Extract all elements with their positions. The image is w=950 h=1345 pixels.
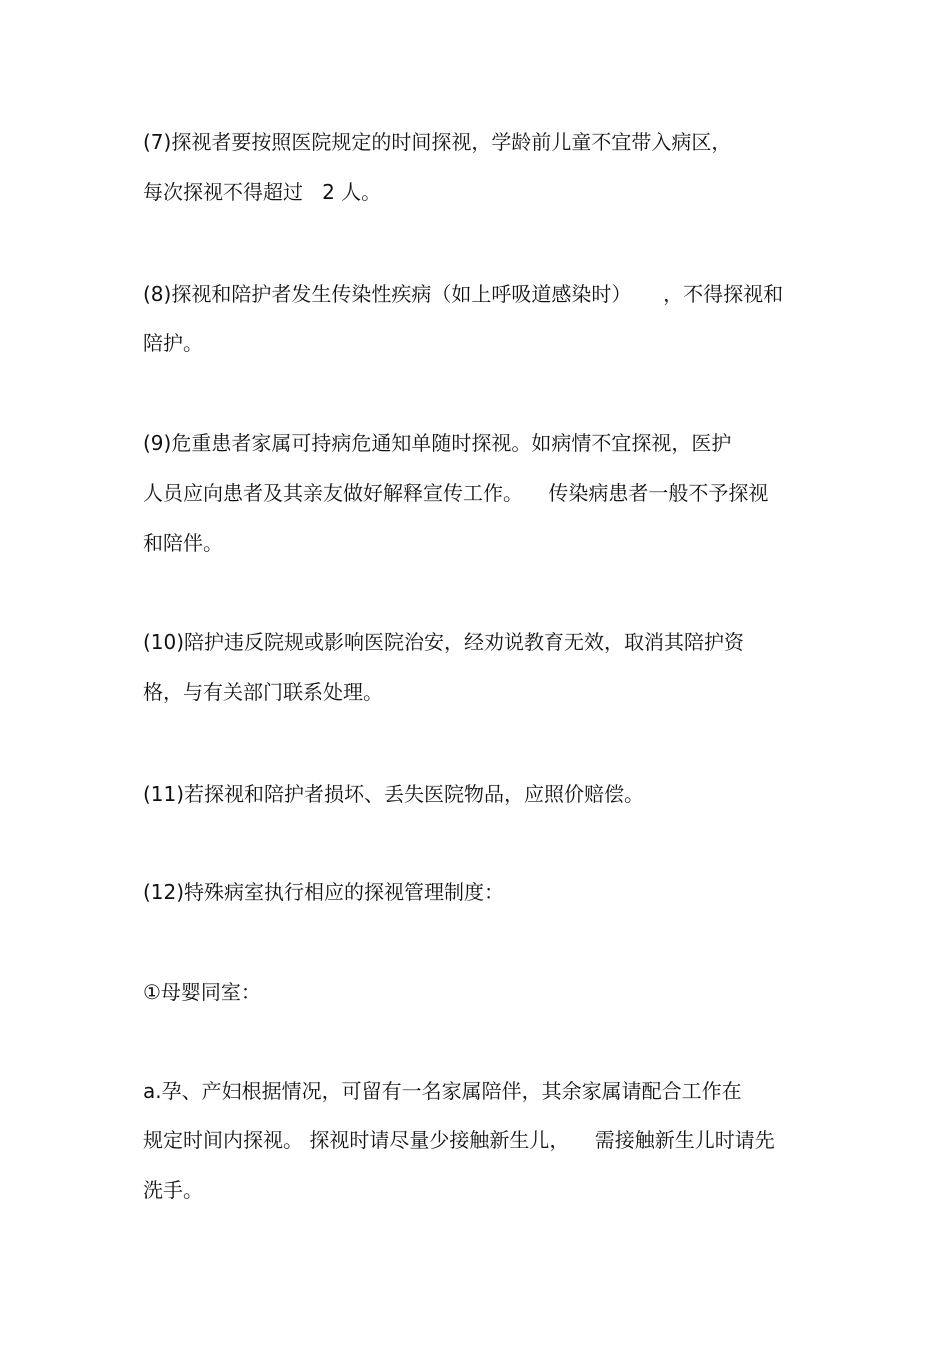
text-line: (10)陪护违反院规或影响医院治安，经劝说教育无效，取消其陪护资 xyxy=(143,630,745,654)
text-line: (9)危重患者家属可持病危通知单随时探视。如病情不宜探视，医护 xyxy=(143,431,732,455)
text-line: 陪护。 xyxy=(143,331,203,355)
text-line: (12)特殊病室执行相应的探视管理制度： xyxy=(143,880,505,904)
text-line: ①母婴同室： xyxy=(143,980,261,1004)
text-line: (7)探视者要按照医院规定的时间探视，学龄前儿童不宜带入病区， xyxy=(143,130,732,154)
text-line: 和陪伴。 xyxy=(143,531,223,555)
text-line: (8)探视和陪护者发生传染性疾病（如上呼吸道感染时） ，不得探视和 xyxy=(143,282,784,306)
text-line: 洗手。 xyxy=(143,1178,203,1202)
text-line: a.孕、产妇根据情况，可留有一名家属陪伴，其余家属请配合工作在 xyxy=(143,1079,742,1103)
text-line: 规定时间内探视。 探视时请尽量少接触新生儿， 需接触新生儿时请先 xyxy=(143,1128,775,1152)
text-line: 每次探视不得超过 2 人。 xyxy=(143,180,382,204)
text-line: (11)若探视和陪护者损坏、丢失医院物品，应照价赔偿。 xyxy=(143,782,645,806)
text-line: 人员应向患者及其亲友做好解释宣传工作。 传染病患者一般不予探视 xyxy=(143,481,769,505)
text-line: 格，与有关部门联系处理。 xyxy=(143,680,383,704)
